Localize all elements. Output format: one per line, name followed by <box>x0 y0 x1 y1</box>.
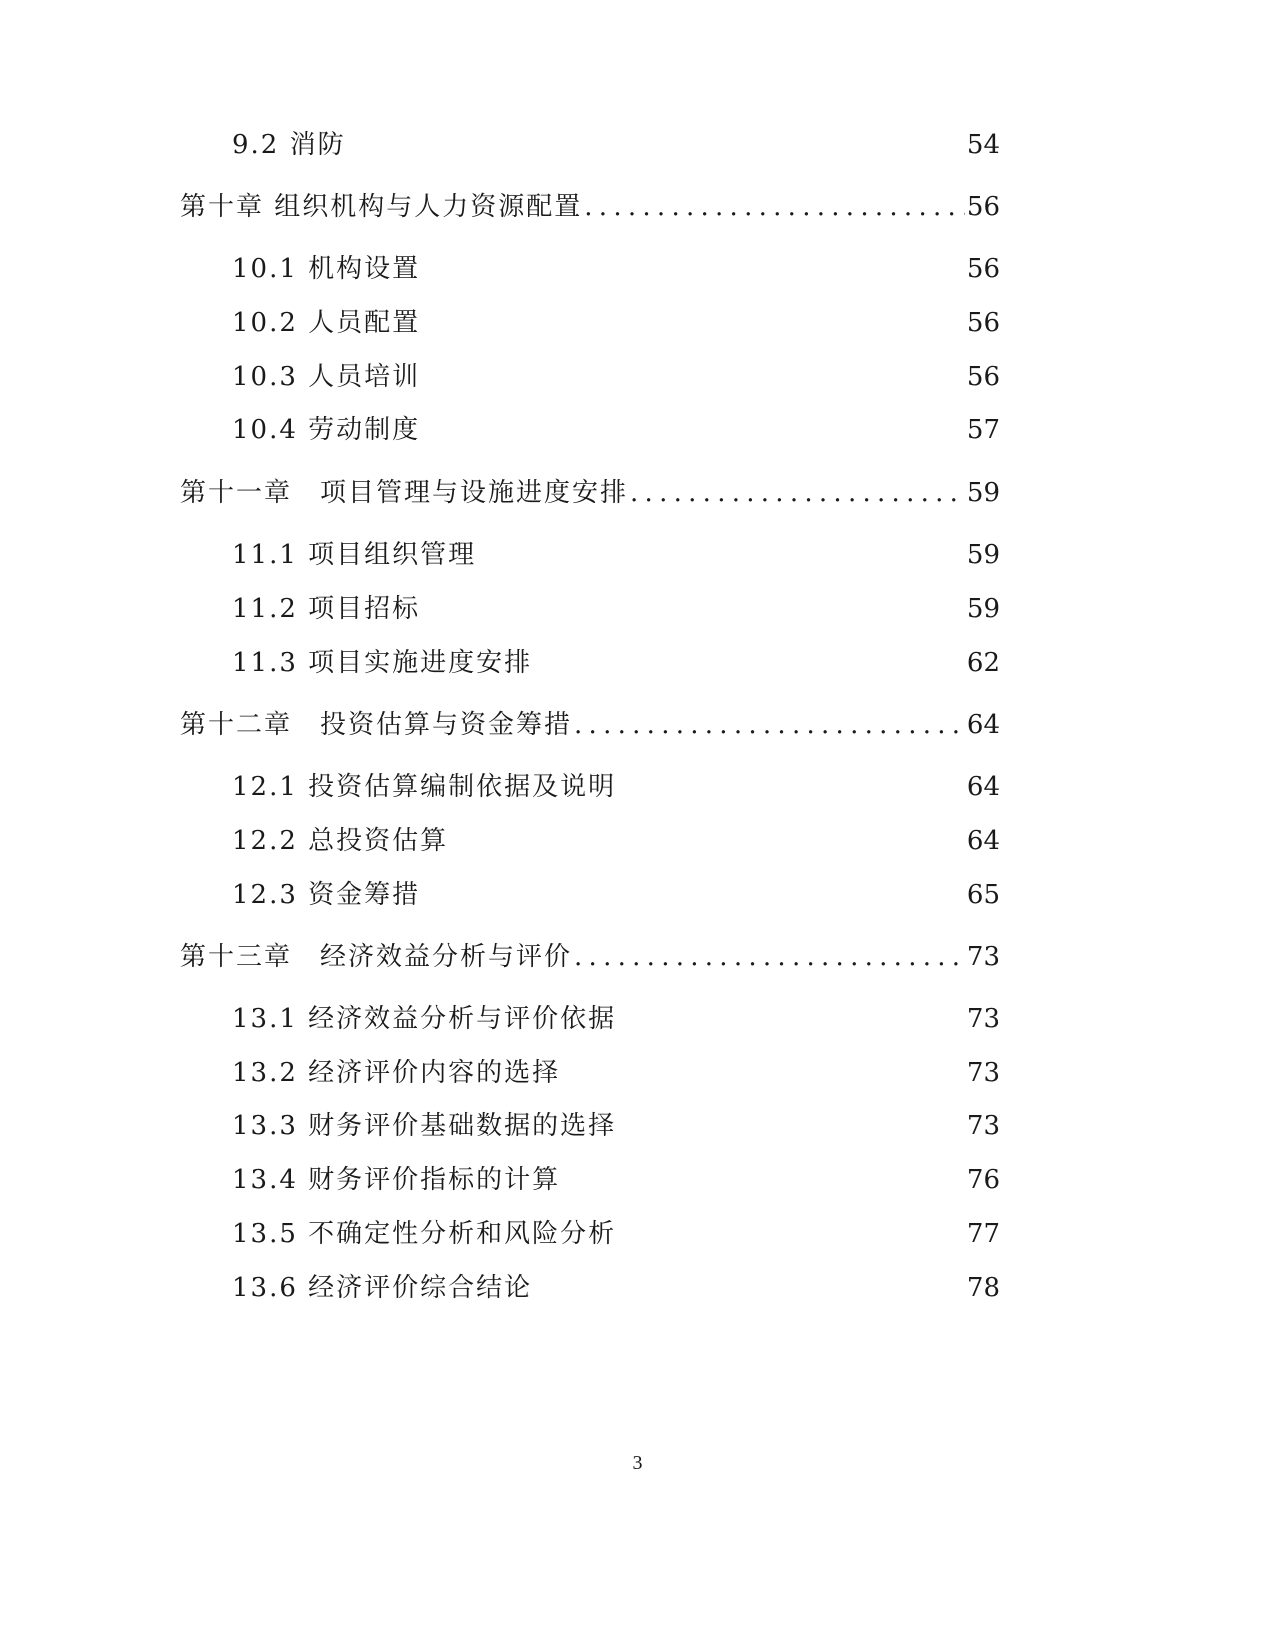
toc-page-number: 77 <box>966 1219 1000 1249</box>
toc-entry-title: 12.1 投资估算编制依据及说明 <box>232 772 617 802</box>
toc-entry-title: 10.3 人员培训 <box>232 362 421 392</box>
toc-entry-title: 11.3 项目实施进度安排 <box>232 648 533 678</box>
toc-entry-title: 11.2 项目招标 <box>232 594 421 624</box>
dot-leader <box>630 480 965 506</box>
toc-entry-title: 12.3 资金筹措 <box>232 880 421 910</box>
toc-page-number: 56 <box>966 254 1000 284</box>
dot-leader <box>574 712 965 738</box>
toc-page-number: 64 <box>966 772 1000 802</box>
toc-page-number: 73 <box>966 1004 1000 1034</box>
dot-leader <box>574 944 965 970</box>
toc-page-number: 73 <box>966 1111 1000 1141</box>
page-number-footer: 3 <box>632 1452 643 1474</box>
toc-entry-title: 第十三章 经济效益分析与评价 <box>180 942 573 972</box>
toc-page-number: 56 <box>966 362 1000 392</box>
dot-leader <box>584 194 965 220</box>
toc-page-number: 57 <box>966 415 1000 445</box>
toc-page-number: 56 <box>966 308 1000 338</box>
toc-entry-title: 13.4 财务评价指标的计算 <box>232 1165 561 1195</box>
toc-entry-title: 13.3 财务评价基础数据的选择 <box>232 1111 617 1141</box>
toc-page-number: 62 <box>966 648 1000 678</box>
toc-page-number: 78 <box>966 1273 1000 1303</box>
toc-page-number: 64 <box>966 826 1000 856</box>
toc-entry-title: 13.2 经济评价内容的选择 <box>232 1058 561 1088</box>
toc-entry-title: 11.1 项目组织管理 <box>232 540 477 570</box>
toc-page-number: 59 <box>966 478 1000 508</box>
toc-entry-title: 13.5 不确定性分析和风险分析 <box>232 1219 617 1249</box>
toc-page-number: 64 <box>966 710 1000 740</box>
toc-page-number: 56 <box>966 192 1000 222</box>
toc-page-number: 59 <box>966 540 1000 570</box>
toc-entry-title: 10.4 劳动制度 <box>232 415 421 445</box>
toc-entry-title: 第十一章 项目管理与设施进度安排 <box>180 478 629 508</box>
toc-entry-title: 13.1 经济效益分析与评价依据 <box>232 1004 617 1034</box>
toc-page-number: 54 <box>966 130 1000 160</box>
toc-page-number: 65 <box>966 880 1000 910</box>
toc-entry-title: 13.6 经济评价综合结论 <box>232 1273 533 1303</box>
toc-page-number: 59 <box>966 594 1000 624</box>
toc-entry-title: 10.2 人员配置 <box>232 308 421 338</box>
toc-entry-title: 第十二章 投资估算与资金筹措 <box>180 710 573 740</box>
toc-entry-title: 12.2 总投资估算 <box>232 826 449 856</box>
toc-entry-title: 10.1 机构设置 <box>232 254 421 284</box>
toc-page-number: 76 <box>966 1165 1000 1195</box>
toc-page-number: 73 <box>966 1058 1000 1088</box>
toc-entry-title: 第十章 组织机构与人力资源配置 <box>180 192 583 222</box>
toc-entry-title: 9.2 消防 <box>232 130 346 160</box>
toc-page-number: 73 <box>966 942 1000 972</box>
